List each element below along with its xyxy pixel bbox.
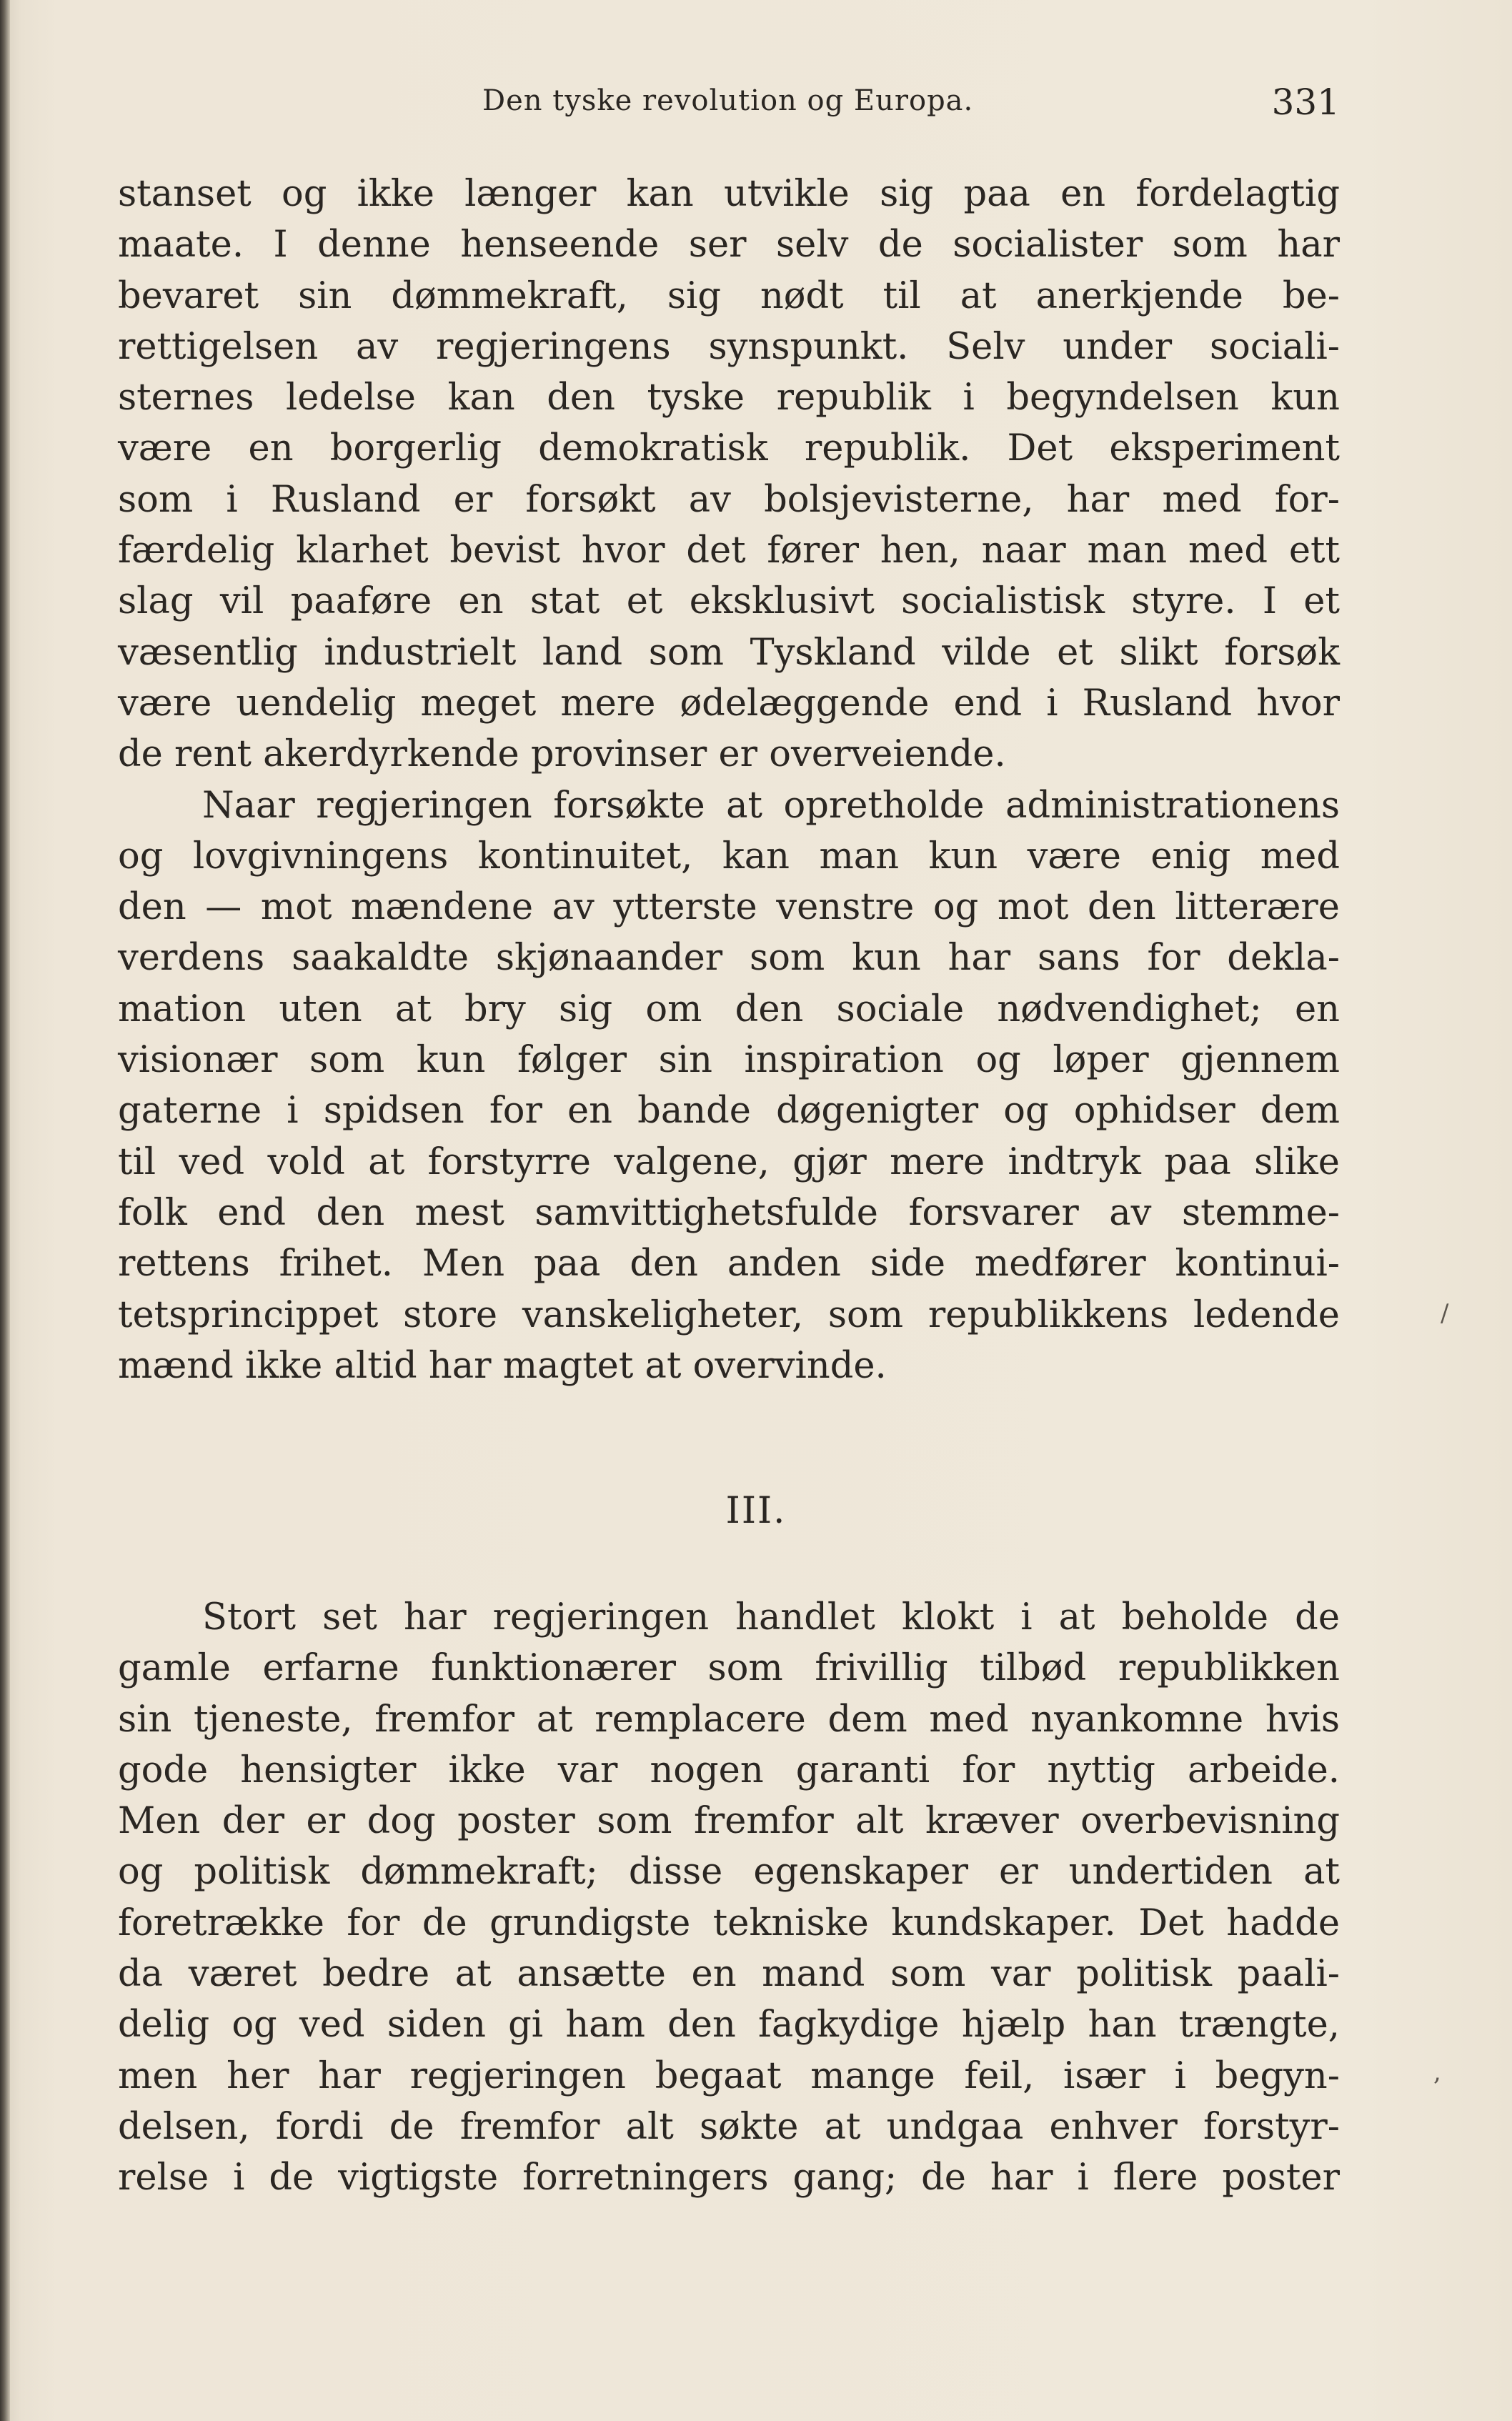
text-line: væsentlig industrielt land som Tyskland vilde et slikt forsøk bbox=[118, 631, 1340, 674]
text-line: gamle erfarne funktionærer som frivillig tilbød republikken bbox=[118, 1647, 1340, 1690]
text-line: være en borgerlig demokratisk republik. Det eksperiment bbox=[118, 427, 1340, 470]
body-text-upper bbox=[118, 169, 1340, 1391]
margin-mark: , bbox=[1433, 2058, 1441, 2087]
text-line: Stort set har regjeringen handlet klokt i at beholde de bbox=[202, 1596, 1340, 1639]
text-line: bevaret sin dømmekraft, sig nødt til at anerkjende be- bbox=[118, 274, 1340, 317]
paragraph bbox=[118, 169, 1340, 780]
text-line: som i Rusland er forsøkt av bolsjevisterne, har med for- bbox=[118, 478, 1340, 521]
text-line: delsen, fordi de fremfor alt søkte at undgaa enhver forstyr- bbox=[118, 2105, 1340, 2148]
running-title: Den tyske revolution og Europa. bbox=[482, 84, 974, 117]
text-line: være uendelig meget mere ødelæggende end i Rusland hvor bbox=[118, 682, 1340, 725]
text-line: Naar regjeringen forsøkte at opretholde administrationens bbox=[202, 784, 1340, 827]
text-line: rettigelsen av regjeringens synspunkt. Selv under sociali- bbox=[118, 325, 1340, 368]
text-line: men her har regjeringen begaat mange feil, især i begyn- bbox=[118, 2054, 1340, 2097]
text-line: gode hensigter ikke var nogen garanti for nyttig arbeide. bbox=[118, 1749, 1340, 1791]
text-line: slag vil paaføre en stat et eksklusivt socialistisk styre. I et bbox=[118, 580, 1340, 623]
text-line: sternes ledelse kan den tyske republik i begyndelsen kun bbox=[118, 377, 1340, 419]
text-line: mænd ikke altid har magtet at overvinde. bbox=[118, 1344, 887, 1387]
text-line: og lovgivningens kontinuitet, kan man kun være enig med bbox=[118, 835, 1340, 878]
text-line: tetsprincippet store vanskeligheter, som republikkens ledende bbox=[118, 1293, 1340, 1336]
section-heading: III. bbox=[725, 1490, 787, 1532]
text-line: Men der er dog poster som fremfor alt kræver overbevisning bbox=[118, 1800, 1340, 1843]
text-line: de rent akerdyrkende provinser er overveiende. bbox=[118, 733, 1006, 776]
text-line: foretrække for de grundigste tekniske kundskaper. Det hadde bbox=[118, 1901, 1340, 1944]
text-line: verdens saakaldte skjønaander som kun har sans for dekla- bbox=[118, 937, 1340, 980]
text-line: den — mot mændene av ytterste venstre og mot den litterære bbox=[118, 886, 1340, 929]
page-number: 331 bbox=[1271, 81, 1340, 123]
text-line: da været bedre at ansætte en mand som var politisk paali- bbox=[118, 1953, 1340, 1996]
text-line: rettens frihet. Men paa den anden side medfører kontinui- bbox=[118, 1243, 1340, 1286]
text-line: sin tjeneste, fremfor at remplacere dem med nyankomne hvis bbox=[118, 1698, 1340, 1741]
text-line: til ved vold at forstyrre valgene, gjør mere indtryk paa slike bbox=[118, 1140, 1340, 1183]
text-line: stanset og ikke længer kan utvikle sig paa en fordelagtig bbox=[118, 173, 1340, 215]
running-header bbox=[118, 81, 1340, 134]
text-line: maate. I denne henseende ser selv de socialister som har bbox=[118, 224, 1340, 267]
paragraph bbox=[118, 1592, 1340, 2204]
text-line: færdelig klarhet bevist hvor det fører hen, naar man med ett bbox=[118, 530, 1340, 572]
text-line: relse i de vigtigste forretningers gang; de har i flere poster bbox=[118, 2157, 1340, 2199]
text-line: mation uten at bry sig om den sociale nødvendighet; en bbox=[118, 988, 1340, 1030]
text-line: visionær som kun følger sin inspiration og løper gjennem bbox=[118, 1039, 1340, 1082]
paragraph bbox=[118, 780, 1340, 1392]
text-line: folk end den mest samvittighetsfulde forsvarer av stemme- bbox=[118, 1191, 1340, 1234]
body-text-lower bbox=[118, 1592, 1340, 2204]
text-line: gaterne i spidsen for en bande døgenigter og ophidser dem bbox=[118, 1090, 1340, 1133]
text-line: delig og ved siden gi ham den fagkydige hjælp han trængte, bbox=[118, 2004, 1340, 2047]
book-spine-shadow bbox=[0, 0, 10, 2421]
text-line: og politisk dømmekraft; disse egenskaper er undertiden at bbox=[118, 1851, 1340, 1894]
margin-mark: / bbox=[1441, 1299, 1449, 1328]
